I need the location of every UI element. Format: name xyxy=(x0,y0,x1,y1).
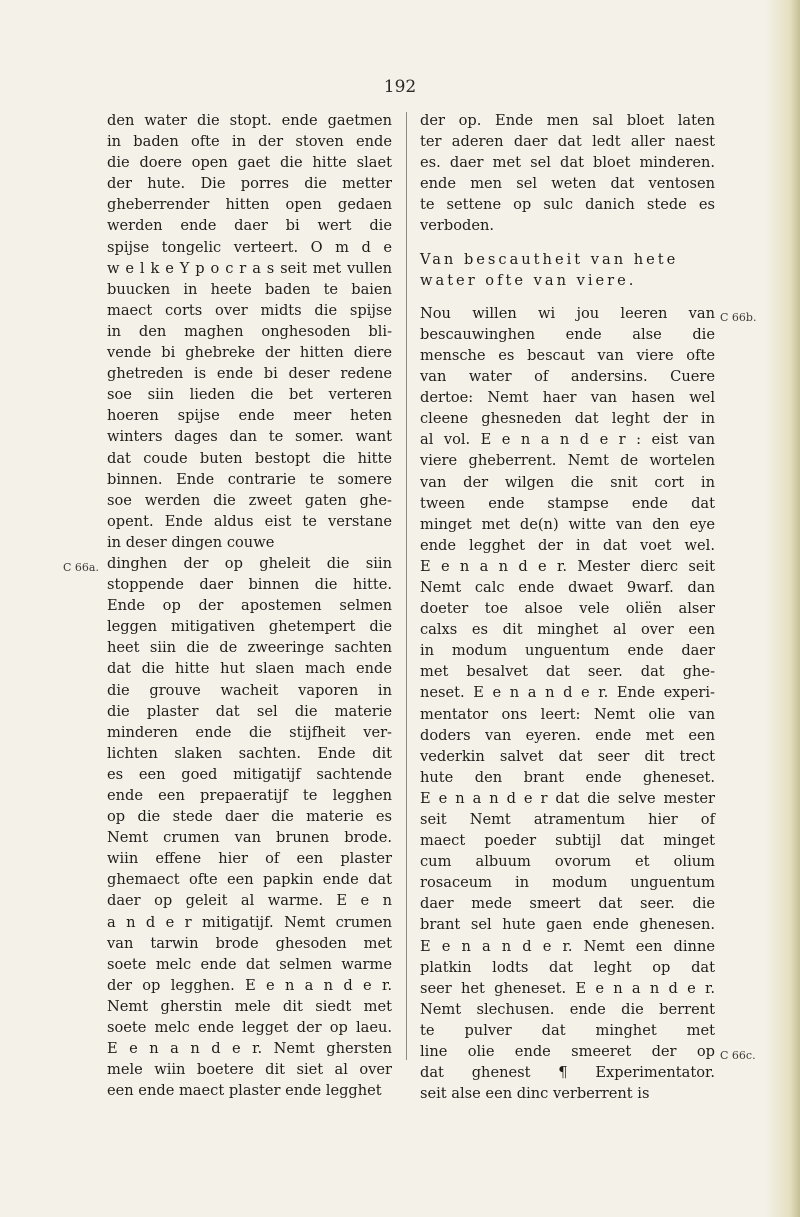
column-divider xyxy=(406,112,407,1060)
text-line: brant sel hute gaen ende ghenesen. xyxy=(420,916,715,934)
text-line: lichten slaken sachten. Ende dit xyxy=(107,744,392,762)
text-line: doeter toe alsoe vele oliën alser xyxy=(420,600,715,618)
text-line: ende men sel weten dat ventosen xyxy=(420,175,715,193)
text-line: mensche es bescaut van viere ofte xyxy=(420,346,715,364)
text-line: hoeren spijse ende meer heten xyxy=(107,407,392,425)
text-line: viere gheberrent. Nemt de wortelen xyxy=(420,452,715,470)
text-line: stoppende daer binnen die hitte. xyxy=(107,576,392,594)
margin-note: C 66c. xyxy=(720,1049,756,1063)
text-line: in baden ofte in der stoven ende xyxy=(107,133,392,151)
text-line: ende een prepaeratijf te legghen xyxy=(107,787,392,804)
text-line: al vol. E e n a n d e r : eist van xyxy=(420,431,715,449)
text-line: in modum unguentum ende daer xyxy=(420,642,715,660)
text-line: E e n a n d e r. Nemt ghersten xyxy=(107,1040,392,1058)
text-line: ter aderen daer dat ledt aller naest xyxy=(420,133,715,151)
text-line: dat die hitte hut slaen mach ende xyxy=(107,660,392,678)
text-line: hute den brant ende gheneset. xyxy=(420,768,715,786)
text-line: ghetreden is ende bi deser redene xyxy=(107,365,392,383)
text-line: binnen. Ende contrarie te somere xyxy=(107,470,392,488)
text-line: die grouve wacheit vaporen in xyxy=(107,681,392,699)
text-line: water ofte van viere. xyxy=(420,271,637,289)
text-line: minget met de(n) witte van den eye xyxy=(420,515,715,533)
text-line: mele wiin boetere dit siet al over xyxy=(107,1061,392,1079)
margin-note: C 66b. xyxy=(720,310,757,324)
text-line: seit alse een dinc verberrent is xyxy=(420,1085,650,1103)
text-line: dat coude buten bestopt die hitte xyxy=(107,449,392,467)
text-line: heet siin die de zweeringe sachten xyxy=(107,639,392,657)
text-line: cleene ghesneden dat leght der in xyxy=(420,410,715,428)
text-line: gheberrender hitten open gedaen xyxy=(107,196,392,214)
text-line: van der wilgen die snit cort in xyxy=(420,473,715,491)
text-line: soete melc ende legget der op laeu. xyxy=(107,1019,392,1037)
text-line: daer op geleit al warme. E e n xyxy=(107,892,392,910)
text-line: die doere open gaet die hitte slaet xyxy=(107,154,392,172)
text-line: vederkin salvet dat seer dit trect xyxy=(420,747,715,765)
text-line: es een goed mitigatijf sachtende xyxy=(107,765,392,783)
text-line: van water of andersins. Cuere xyxy=(420,368,715,386)
text-line: leggen mitigativen ghetempert die xyxy=(107,618,392,636)
text-line: Nemt gherstin mele dit siedt met xyxy=(107,997,392,1015)
text-line: w e l k e Y p o c r a s seit met vullen xyxy=(107,259,392,277)
text-line: Nemt crumen van brunen brode. xyxy=(107,829,392,847)
page-number: 192 xyxy=(383,77,417,97)
text-line: minderen ende die stijfheit ver- xyxy=(107,723,392,741)
text-line: opent. Ende aldus eist te verstane xyxy=(107,512,392,530)
text-line: daer mede smeert dat seer. die xyxy=(420,895,715,913)
text-line: der op legghen. E e n a n d e r. xyxy=(107,976,392,994)
text-line: Ende op der apostemen selmen xyxy=(107,597,392,615)
text-line: den water die stopt. ende gaetmen xyxy=(107,112,392,129)
text-line: tween ende stampse ende dat xyxy=(420,494,715,512)
text-line: vende bi ghebreke der hitten diere xyxy=(107,344,392,362)
text-line: verboden. xyxy=(420,217,495,235)
text-line: ende legghet der in dat voet wel. xyxy=(420,536,715,554)
text-line: soete melc ende dat selmen warme xyxy=(107,955,392,973)
text-line: soe werden die zweet gaten ghe- xyxy=(107,491,392,509)
text-line: E e n a n d e r. Nemt een dinne xyxy=(420,937,715,955)
text-line: te pulver dat minghet met xyxy=(420,1021,715,1039)
text-line: Nemt calc ende dwaet 9warf. dan xyxy=(420,578,715,596)
text-line: dat ghenest ¶ Experimentator. xyxy=(420,1064,715,1082)
text-line: line olie ende smeeret der op C 66c. xyxy=(420,1041,715,1062)
text-line: werden ende daer bi wert die xyxy=(107,217,392,235)
text-line: a n d e r mitigatijf. Nemt crumen xyxy=(107,913,392,931)
text-line: met besalvet dat seer. dat ghe- xyxy=(420,663,715,681)
text-line: bescauwinghen ende alse die xyxy=(420,325,715,343)
text-line: op die stede daer die materie es xyxy=(107,808,392,826)
text-line: Nemt slechusen. ende die berrent xyxy=(420,1000,715,1018)
text-line: maect corts over midts die spijse xyxy=(107,301,392,319)
text-line: E e n a n d e r. Mester dierc seit xyxy=(420,557,715,575)
text-line: in deser dingen couwe xyxy=(107,533,275,551)
text-line: rosaceum in modum unguentum xyxy=(420,874,715,892)
text-line: in den maghen onghesoden bli- xyxy=(107,322,392,340)
text-line: dinghen der op gheleit die siin C 66a. xyxy=(107,553,392,574)
text-line: seer het gheneset. E e n a n d e r. xyxy=(420,979,715,997)
left-column xyxy=(63,110,392,1101)
margin-note: C 66a. xyxy=(63,560,99,574)
text-line: maect poeder subtijl dat minget xyxy=(420,832,715,850)
text-line: E e n a n d e r dat die selve mester xyxy=(420,789,715,807)
text-line: es. daer met sel dat bloet minderen. xyxy=(420,154,715,172)
right-column xyxy=(420,110,757,1104)
text-line: soe siin lieden die bet verteren xyxy=(107,386,392,404)
text-line: Nou willen wi jou leeren van C 66b. xyxy=(420,303,715,324)
text-line: wiin effene hier of een plaster xyxy=(107,850,392,868)
text-line: die plaster dat sel die materie xyxy=(107,702,392,720)
text-line: te settene op sulc danich stede es xyxy=(420,196,715,214)
text-line: Van bescautheit van hete xyxy=(420,250,679,268)
text-line: spijse tongelic verteert. O m d e xyxy=(107,238,392,256)
text-line: doders van eyeren. ende met een xyxy=(420,726,715,744)
text-line: platkin lodts dat leght op dat xyxy=(420,958,715,976)
text-line: seit Nemt atramentum hier of xyxy=(420,811,715,828)
text-line: calxs es dit minghet al over een xyxy=(420,621,715,639)
text-line: der hute. Die porres die metter xyxy=(107,175,392,193)
text-line: dertoe: Nemt haer van hasen wel xyxy=(420,389,715,407)
text-line: der op. Ende men sal bloet laten xyxy=(420,112,715,129)
text-line: een ende maect plaster ende legghet xyxy=(107,1082,382,1100)
text-line: buucken in heete baden te baien xyxy=(107,280,392,298)
text-line: van tarwin brode ghesoden met xyxy=(107,934,392,952)
text-line: ghemaect ofte een papkin ende dat xyxy=(107,871,392,889)
page-edge-shadow xyxy=(766,0,800,1217)
text-line: mentator ons leert: Nemt olie van xyxy=(420,705,715,723)
text-line: cum albuum ovorum et olium xyxy=(420,853,715,871)
text-line: neset. E e n a n d e r. Ende experi- xyxy=(420,684,715,702)
text-line: winters dages dan te somer. want xyxy=(107,428,392,446)
